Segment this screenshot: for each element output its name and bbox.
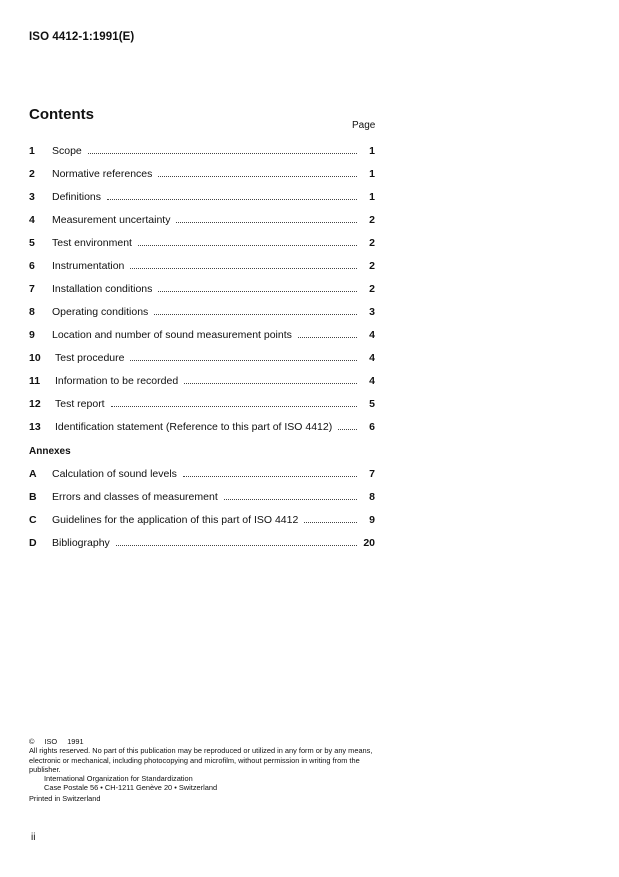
toc-entry-title: Test report [55, 397, 105, 410]
dot-leader [304, 522, 357, 523]
toc-entry-page: 4 [369, 351, 375, 364]
toc-entry-number: 6 [29, 259, 35, 272]
toc-entry[interactable] [29, 392, 375, 415]
dot-leader [88, 153, 357, 154]
toc-entry[interactable] [29, 346, 375, 369]
toc-entry-title: Measurement uncertainty [52, 213, 171, 226]
copyright-year: 1991 [67, 737, 84, 746]
toc-entry[interactable] [29, 139, 375, 162]
printed-in: Printed in Switzerland [29, 793, 101, 803]
annex-entry[interactable] [29, 508, 375, 531]
dot-leader [130, 268, 357, 269]
annex-page: 8 [369, 490, 375, 503]
dot-leader [176, 222, 357, 223]
dot-leader [158, 291, 357, 292]
toc-entry-page: 3 [369, 305, 375, 318]
annex-title: Guidelines for the application of this part of ISO 4412 [52, 513, 299, 526]
dot-leader [224, 499, 357, 500]
toc-entry-number: 4 [29, 213, 35, 226]
toc-entry-number: 10 [29, 351, 41, 364]
annexes-heading: Annexes [29, 446, 71, 457]
annex-letter: B [29, 490, 37, 503]
annex-letter: A [29, 467, 37, 480]
toc-entry-title: Test environment [52, 236, 132, 249]
toc-entry[interactable] [29, 231, 375, 254]
rights-notice: All rights reserved. No part of this publication may be reproduced or utilized in any form or by any means, electronic or mechanical, including photocopying and microfilm, without permission in writing from the publisher. [29, 746, 373, 774]
dot-leader [138, 245, 357, 246]
toc-entry-title: Location and number of sound measurement points [52, 328, 292, 341]
toc-entry-page: 4 [369, 328, 375, 341]
toc-list [29, 139, 375, 438]
toc-entry-number: 11 [29, 374, 41, 387]
toc-entry-page: 5 [369, 397, 375, 410]
toc-entry-number: 1 [29, 144, 35, 157]
copyright-block [29, 737, 379, 803]
toc-entry-page: 1 [369, 190, 375, 203]
toc-entry[interactable] [29, 185, 375, 208]
dot-leader [184, 383, 357, 384]
annex-entry[interactable] [29, 531, 375, 554]
toc-entry-title: Definitions [52, 190, 102, 203]
dot-leader [338, 429, 357, 430]
toc-entry[interactable] [29, 323, 375, 346]
toc-entry-title: Test procedure [55, 351, 125, 364]
toc-entry-title: Identification statement (Reference to this part of ISO 4412) [55, 420, 333, 433]
annex-letter: C [29, 513, 37, 526]
toc-entry-page: 2 [369, 213, 375, 226]
toc-entry-page: 2 [369, 259, 375, 272]
annex-page: 9 [369, 513, 375, 526]
toc-entry[interactable] [29, 277, 375, 300]
organization-name: International Organization for Standardization [44, 774, 193, 784]
page-column-label: Page [352, 120, 376, 131]
dot-leader [154, 314, 357, 315]
annex-entry[interactable] [29, 485, 375, 508]
toc-entry-title: Instrumentation [52, 259, 125, 272]
toc-entry[interactable] [29, 254, 375, 277]
toc-entry-number: 2 [29, 167, 35, 180]
dot-leader [116, 545, 357, 546]
annex-title: Errors and classes of measurement [52, 490, 218, 503]
toc-entry[interactable] [29, 300, 375, 323]
annex-entry[interactable] [29, 462, 375, 485]
contents-heading: Contents [29, 106, 94, 123]
dot-leader [111, 406, 357, 407]
toc-entry-title: Operating conditions [52, 305, 149, 318]
toc-entry-number: 13 [29, 420, 41, 433]
toc-entry-number: 9 [29, 328, 35, 341]
copyright-holder: ISO [44, 737, 58, 746]
toc-entry-title: Normative references [52, 167, 153, 180]
dot-leader [158, 176, 357, 177]
toc-entry-page: 1 [369, 167, 375, 180]
annex-page: 7 [369, 467, 375, 480]
annex-letter: D [29, 536, 37, 549]
toc-entry-number: 12 [29, 397, 41, 410]
annex-title: Bibliography [52, 536, 110, 549]
toc-entry-number: 3 [29, 190, 35, 203]
copyright-line [29, 737, 379, 746]
toc-entry-title: Information to be recorded [55, 374, 179, 387]
toc-entry-number: 8 [29, 305, 35, 318]
dot-leader [298, 337, 357, 338]
toc-entry[interactable] [29, 369, 375, 392]
toc-entry-title: Installation conditions [52, 282, 153, 295]
annex-list [29, 462, 375, 554]
toc-entry[interactable] [29, 208, 375, 231]
toc-entry-page: 4 [369, 374, 375, 387]
toc-entry-number: 5 [29, 236, 35, 249]
page-number: ii [31, 832, 36, 843]
toc-entry[interactable] [29, 415, 375, 438]
copyright-symbol: © [29, 737, 35, 746]
annex-page: 20 [363, 536, 375, 549]
organization-address: Case Postale 56 • CH-1211 Genève 20 • Switzerland [44, 783, 218, 793]
dot-leader [107, 199, 357, 200]
toc-entry-page: 6 [369, 420, 375, 433]
toc-entry[interactable] [29, 162, 375, 185]
toc-entry-number: 7 [29, 282, 35, 295]
toc-entry-page: 2 [369, 236, 375, 249]
toc-entry-title: Scope [52, 144, 82, 157]
toc-entry-page: 1 [369, 144, 375, 157]
annex-title: Calculation of sound levels [52, 467, 177, 480]
dot-leader [183, 476, 357, 477]
document-id: ISO 4412-1:1991(E) [29, 31, 135, 43]
dot-leader [130, 360, 357, 361]
toc-entry-page: 2 [369, 282, 375, 295]
